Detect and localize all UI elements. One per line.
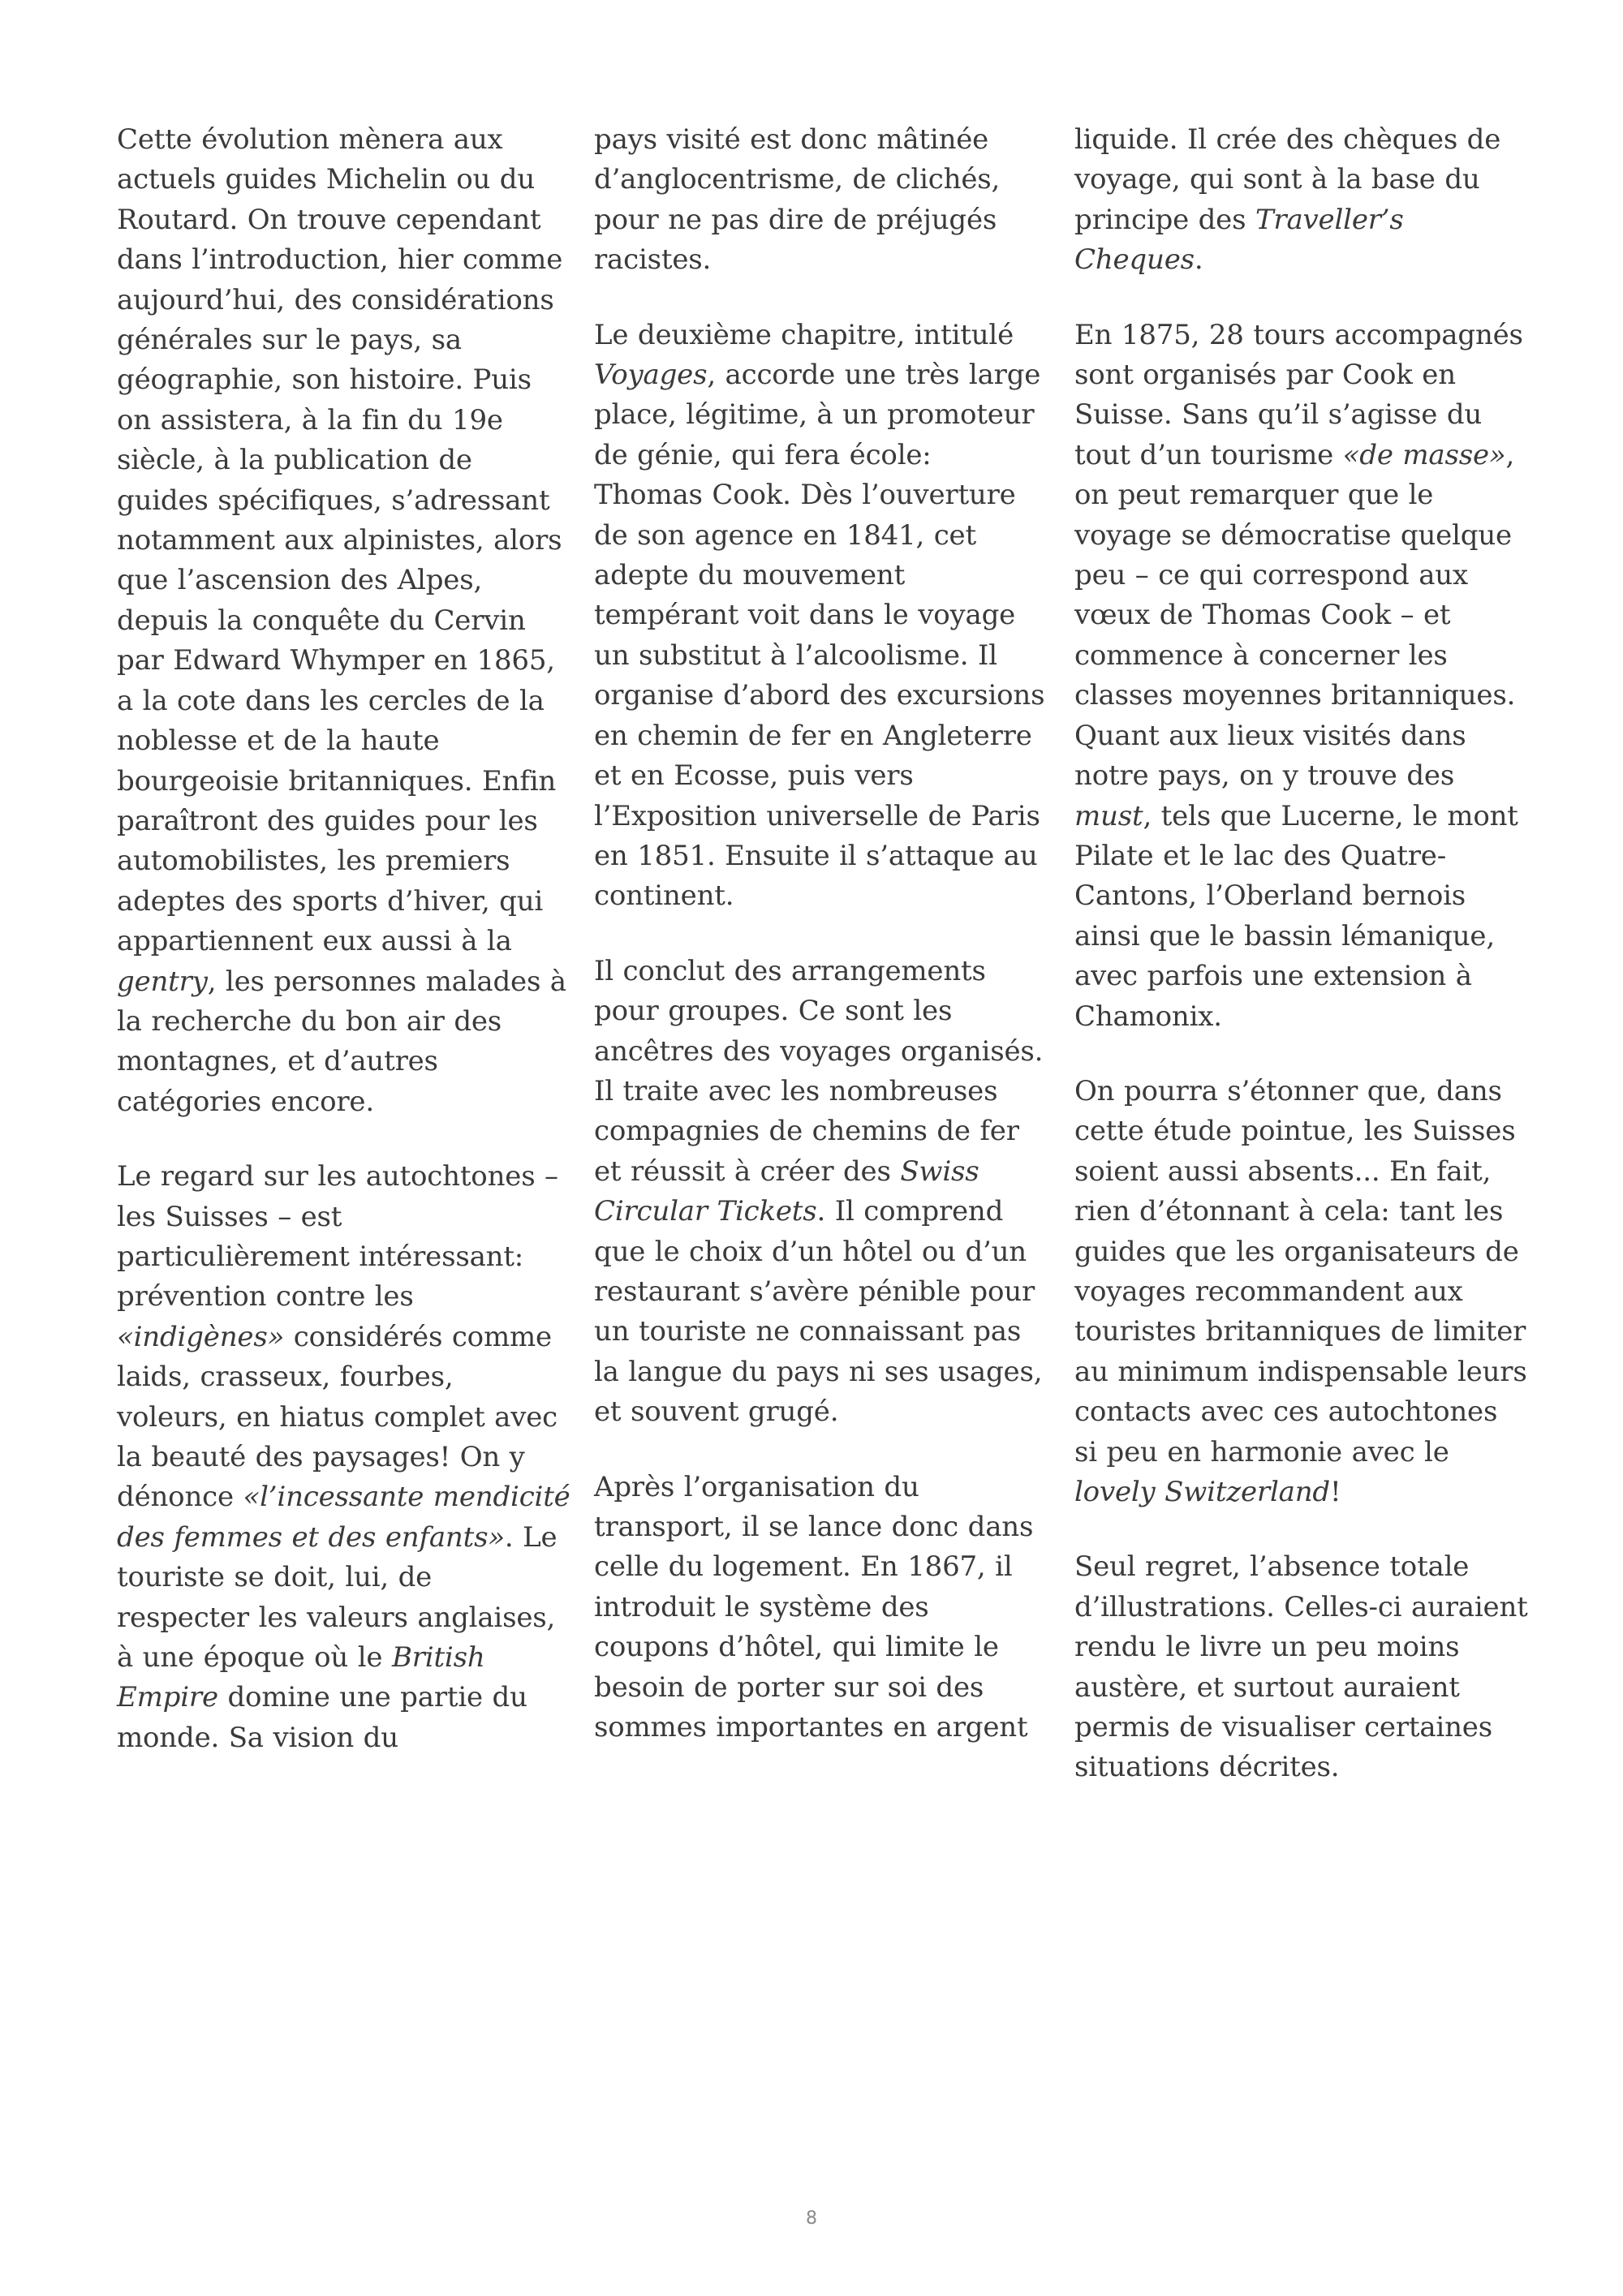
paragraph: [1074, 1072, 1529, 1512]
italic-text: «indigènes»: [117, 1320, 285, 1353]
text-run: , accorde une très large place, légitime, à un promoteur de génie, qui fera école: Thomas Cook. Dès l’ouverture de son agence en 1841, cet adepte du mouvement tempérant voit dans le voyage un substitut à l’alcoolisme. Il organise d’abord des excursions en chemin de fer en Angleterre et en Ecosse, puis vers l’Exposition universelle de Paris en 1851. Ensuite il s’attaque au continent.: [594, 359, 1045, 913]
text-column-2: [594, 120, 1048, 1782]
paragraph: [117, 1157, 571, 1758]
paragraph: [1074, 120, 1529, 281]
text-run: !: [1330, 1476, 1341, 1508]
italic-text: «de masse»: [1342, 438, 1506, 471]
text-run: . Le touriste se doit, lui, de respecter les valeurs anglaises, à une époque où le: [117, 1520, 558, 1675]
text-run: Le deuxième chapitre, intitulé: [594, 318, 1014, 351]
paragraph: [594, 120, 1048, 281]
italic-text: Swiss Circular Tickets: [594, 1154, 979, 1228]
paragraph: [1074, 1547, 1529, 1787]
text-column-3: [1074, 120, 1529, 1823]
text-run: En 1875, 28 tours accompagnés sont organisés par Cook en Suisse. Sans qu’il s’agisse du tout d’un tourisme: [1074, 318, 1523, 471]
text-run: , les personnes malades à la recherche du bon air des montagnes, et d’autres catégories encore.: [117, 965, 566, 1118]
italic-text: must: [1074, 799, 1143, 832]
text-run: On pourra s’étonner que, dans cette étude pointue, les Suisses soient aussi absents... En fait, rien d’étonnant à cela: tant les guides que les organisateurs de voyages recommandent aux touristes britanniques de limiter au minimum indispensable leurs contacts avec ces autochtones si peu en harmonie avec le: [1074, 1074, 1527, 1468]
text-run: , on peut remarquer que le voyage se démocratise quelque peu – ce qui correspond aux vœux de Thomas Cook – et commence à concerner les classes moyennes britanniques. Quant aux lieux visités dans notre pays, on y trouve des: [1074, 438, 1516, 793]
paragraph: [1074, 316, 1529, 1037]
paragraph: [117, 120, 571, 1122]
page-number: 8: [806, 2208, 817, 2229]
text-run: Le regard sur les autochtones – les Suisses – est particulièrement intéressant: prévention contre les: [117, 1160, 558, 1314]
text-run: , tels que Lucerne, le mont Pilate et le lac des Quatre-Cantons, l’Oberland bernois ainsi que le bassin lémanique, avec parfois une extension à Chamonix.: [1074, 799, 1518, 1033]
text-run: . Il comprend que le choix d’un hôtel ou d’un restaurant s’avère pénible pour un touriste ne connaissant pas la langue du pays ni ses usages, et souvent grugé.: [594, 1195, 1043, 1429]
text-run: Seul regret, l’absence totale d’illustrations. Celles-ci auraient rendu le livre un peu moins austère, et surtout auraient permis de visualiser certaines situations décrites.: [1074, 1550, 1528, 1784]
paragraph: [594, 316, 1048, 917]
text-column-1: [117, 120, 571, 1793]
italic-text: Traveller’s Cheques: [1074, 203, 1404, 277]
text-run: .: [1194, 243, 1203, 277]
text-run: considérés comme laids, crasseux, fourbes, voleurs, en hiatus complet avec la beauté des paysages! On y dénonce: [117, 1320, 558, 1514]
text-run: pays visité est donc mâtinée d’anglocentrisme, de clichés, pour ne pas dire de préjugés racistes.: [594, 123, 1001, 277]
text-run: Après l’organisation du transport, il se lance donc dans celle du logement. En 1867, il introduit le système des coupons d’hôtel, qui limite le besoin de porter sur soi des sommes importantes en argent: [594, 1470, 1034, 1744]
paragraph: [594, 952, 1048, 1433]
italic-text: lovely Switzerland: [1074, 1476, 1330, 1508]
italic-text: Voyages: [594, 359, 708, 392]
italic-text: «l’incessante mendicité des femmes et des enfants»: [117, 1481, 570, 1554]
text-run: Il conclut des arrangements pour groupes. Ce sont les ancêtres des voyages organisés. Il traite avec les nombreuses compagnies de chemins de fer et réussit à créer des: [594, 954, 1044, 1188]
text-run: liquide. Il crée des chèques de voyage, qui sont à la base du principe des: [1074, 123, 1501, 236]
italic-text: gentry: [117, 965, 208, 998]
paragraph: [594, 1468, 1048, 1748]
text-run: domine une partie du monde. Sa vision du: [117, 1681, 527, 1754]
italic-text: British Empire: [117, 1641, 485, 1714]
text-run: Cette évolution mènera aux actuels guides Michelin ou du Routard. On trouve cependant dans l’introduction, hier comme aujourd’hui, des considérations générales sur le pays, sa géographie, son histoire. Puis on assistera, à la fin du 19e siècle, à la publication de guides spécifiques, s’adressant notamment aux alpinistes, alors que l’ascension des Alpes, depuis la conquête du Cervin par Edward Whymper en 1865, a la cote dans les cercles de la noblesse et de la haute bourgeoisie britanniques. Enfin paraîtront des guides pour les automobilistes, les premiers adeptes des sports d’hiver, qui appartiennent eux aussi à la: [117, 123, 563, 958]
